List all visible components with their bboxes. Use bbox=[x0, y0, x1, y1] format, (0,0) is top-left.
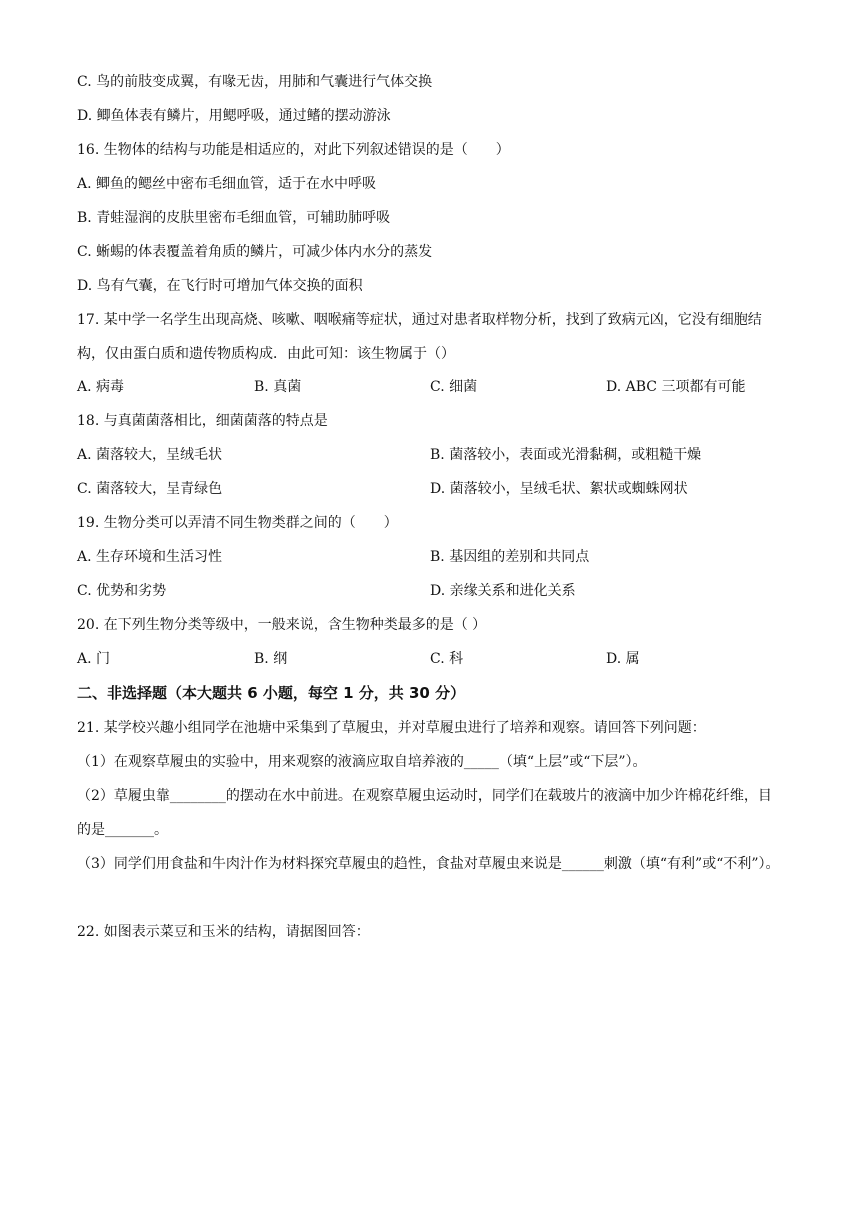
q19-option-a: A. 生存环境和生活习性 bbox=[77, 549, 223, 565]
q17-option-d: D. ABC 三项都有可能 bbox=[606, 379, 746, 395]
q22-stem: 22. 如图表示菜豆和玉米的结构，请据图回答： bbox=[77, 924, 370, 940]
q15-option-d: D. 鲫鱼体表有鳞片，用鳃呼吸，通过鳍的摆动游泳 bbox=[77, 108, 391, 124]
q18-stem: 18. 与真菌菌落相比，细菌菌落的特点是 bbox=[77, 413, 328, 429]
q15-option-c: C. 鸟的前肢变成翼，有喙无齿，用肺和气囊进行气体交换 bbox=[77, 74, 433, 90]
section-heading: 二、非选择题（本大题共 6 小题，每空 1 分，共 30 分） bbox=[77, 684, 466, 702]
q21-part-2: （2）草履虫靠________的摆动在水中前进。在观察草履虫运动时，同学们在载玻片的液滴中加少许棉花纤维，目的是_______。 bbox=[77, 788, 772, 838]
q17-option-b: B. 真菌 bbox=[254, 379, 302, 395]
q17-option-c: C. 细菌 bbox=[430, 379, 478, 395]
q16-option-d: D. 鸟有气囊，在飞行时可增加气体交换的面积 bbox=[77, 278, 363, 294]
q18-option-c: C. 菌落较大，呈青绿色 bbox=[77, 481, 223, 497]
q20-option-b: B. 纲 bbox=[254, 651, 288, 667]
q16-stem: 16. 生物体的结构与功能是相适应的，对此下列叙述错误的是（ ） bbox=[77, 142, 510, 158]
q19-option-c: C. 优势和劣势 bbox=[77, 583, 167, 599]
q16-option-c: C. 蜥蜴的体表覆盖着角质的鳞片，可减少体内水分的蒸发 bbox=[77, 244, 433, 260]
q16-option-b: B. 青蛙湿润的皮肤里密布毛细血管，可辅助肺呼吸 bbox=[77, 210, 391, 226]
q17-stem: 17. 某中学一名学生出现高烧、咳嗽、咽喉痛等症状，通过对患者取样物分析，找到了致病元凶，它没有细胞结构，仅由蛋白质和遗传物质构成．由此可知：该生物属于（） bbox=[77, 312, 762, 362]
q21-part-3: （3）同学们用食盐和牛肉汁作为材料探究草履虫的趋性，食盐对草履虫来说是______刺激（填“有利”或“不利”）。 bbox=[77, 856, 780, 872]
q21-part-1: （1）在观察草履虫的实验中，用来观察的液滴应取自培养液的_____（填“上层”或“下层”）。 bbox=[77, 754, 647, 770]
q20-option-c: C. 科 bbox=[430, 651, 464, 667]
q19-stem: 19. 生物分类可以弄清不同生物类群之间的（ ） bbox=[77, 515, 398, 531]
q18-option-b: B. 菌落较小，表面或光滑黏稠，或粗糙干燥 bbox=[430, 447, 702, 463]
q18-option-a: A. 菌落较大，呈绒毛状 bbox=[77, 447, 223, 463]
q17-option-a: A. 病毒 bbox=[77, 379, 125, 395]
q20-stem: 20. 在下列生物分类等级中，一般来说，含生物种类最多的是（ ） bbox=[77, 617, 487, 633]
q21-stem: 21. 某学校兴趣小组同学在池塘中采集到了草履虫，并对草履虫进行了培养和观察。请回答下列问题： bbox=[77, 720, 706, 736]
q16-option-a: A. 鲫鱼的鳃丝中密布毛细血管，适于在水中呼吸 bbox=[77, 176, 377, 192]
q19-option-b: B. 基因组的差别和共同点 bbox=[430, 549, 590, 565]
q20-option-d: D. 属 bbox=[606, 651, 640, 667]
q18-option-d: D. 菌落较小，呈绒毛状、絮状或蜘蛛网状 bbox=[430, 481, 688, 497]
q20-option-a: A. 门 bbox=[77, 651, 111, 667]
q19-option-d: D. 亲缘关系和进化关系 bbox=[430, 583, 576, 599]
